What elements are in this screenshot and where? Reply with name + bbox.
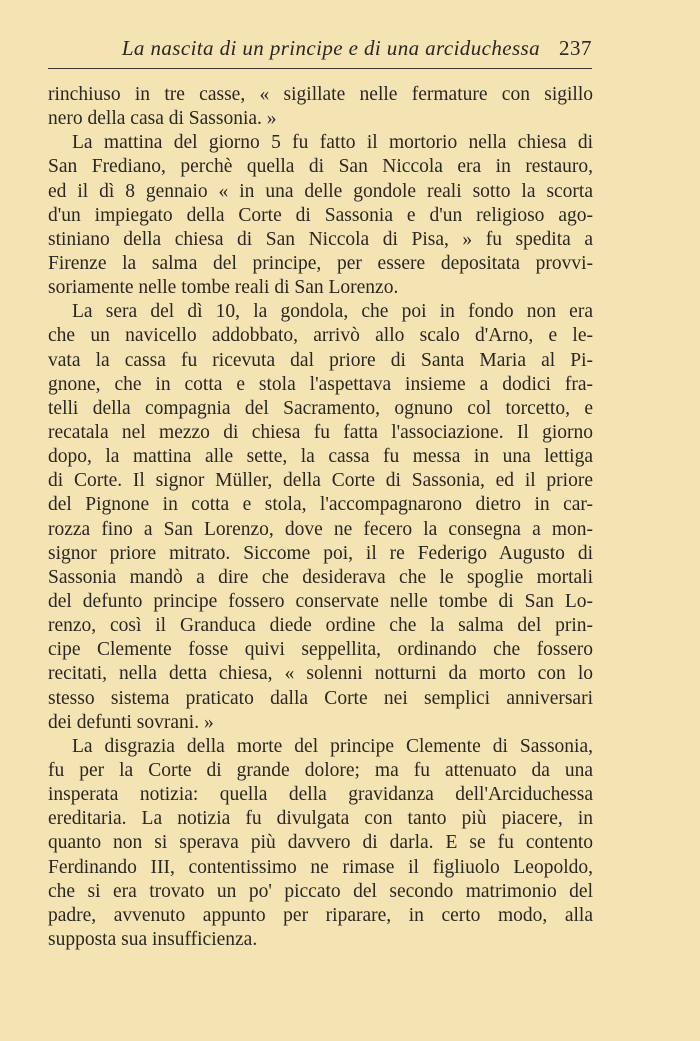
text-line: d'un impiegato della Corte di Sassonia e d'un religioso ago-: [48, 204, 593, 226]
text-line: dopo, la mattina alle sette, la cassa fu messa in una lettiga: [48, 446, 593, 468]
text-line: dei defunti sovrani. »: [48, 711, 214, 733]
text-line: del defunto principe fossero conservate nelle tombe di San Lo-: [48, 590, 593, 612]
text-line: recatala nel mezzo di chiesa fu fatta l'associazione. Il giorno: [48, 421, 593, 443]
text-line: ed il dì 8 gennaio « in una delle gondole reali sotto la scorta: [48, 180, 593, 202]
text-line: Firenze la salma del principe, per essere depositata provvi-: [48, 252, 593, 274]
text-line: nero della casa di Sassonia. »: [48, 108, 277, 130]
text-line: insperata notizia: quella della gravidanza dell'Arciduchessa: [48, 784, 593, 806]
text-line: soriamente nelle tombe reali di San Lorenzo.: [48, 277, 399, 299]
text-line: stiniano della chiesa di San Niccola di Pisa, » fu spedita a: [48, 228, 593, 250]
text-line: La sera del dì 10, la gondola, che poi in fondo non era: [72, 301, 593, 323]
text-line: rinchiuso in tre casse, « sigillate nelle fermature con sigillo: [48, 84, 593, 105]
text-line: La mattina del giorno 5 fu fatto il mortorio nella chiesa di: [72, 132, 593, 154]
text-line: rozza fino a San Lorenzo, dove ne fecero la consegna a mon-: [48, 518, 593, 540]
text-line: ereditaria. La notizia fu divulgata con tanto più piacere, in: [48, 808, 593, 830]
text-line: recitati, nella detta chiesa, « solenni notturni da morto con lo: [48, 663, 593, 685]
text-line: signor priore mitrato. Siccome poi, il re Federigo Augusto di: [48, 542, 593, 564]
text-line: La disgrazia della morte del principe Clemente di Sassonia,: [72, 735, 593, 757]
page-header: [48, 36, 592, 69]
text-line: renzo, così il Granduca diede ordine che la salma del prin-: [48, 615, 593, 637]
text-line: padre, avvenuto appunto per riparare, in certo modo, alla: [48, 904, 593, 926]
text-line: stesso sistema praticato dalla Corte nei semplici anniversari: [48, 687, 593, 709]
running-title: La nascita di un principe e di una arciduchessa: [121, 36, 540, 60]
text-line: cipe Clemente fosse quivi seppellita, ordinando che fossero: [48, 639, 593, 661]
text-line: quanto non si sperava più davvero di darla. E se fu contento: [48, 832, 593, 854]
text-line: telli della compagnia del Sacramento, ognuno col torcetto, e: [48, 397, 593, 419]
text-line: di Corte. Il signor Müller, della Corte di Sassonia, ed il priore: [48, 470, 593, 492]
text-line: vata la cassa fu ricevuta dal priore di Santa Maria al Pi-: [48, 349, 593, 371]
text-line: che si era trovato un po' piccato del secondo matrimonio del: [48, 880, 593, 902]
text-line: fu per la Corte di grande dolore; ma fu attenuato da una: [48, 759, 593, 781]
body-text: [48, 83, 593, 952]
text-line: che un navicello addobbato, arrivò allo scalo d'Arno, e le-: [48, 325, 593, 347]
text-line: supposta sua insufficienza.: [48, 928, 258, 950]
text-line: Ferdinando III, contentissimo ne rimase il figliuolo Leopoldo,: [48, 856, 593, 878]
text-line: del Pignone in cotta e stola, l'accompagnarono dietro in car-: [48, 494, 593, 516]
page-number: 237: [559, 36, 592, 60]
text-line: gnone, che in cotta e stola l'aspettava insieme a dodici fra-: [48, 373, 593, 395]
text-line: Sassonia mandò a dire che desiderava che le spoglie mortali: [48, 566, 593, 588]
text-line: San Frediano, perchè quella di San Niccola era in restauro,: [48, 156, 593, 178]
